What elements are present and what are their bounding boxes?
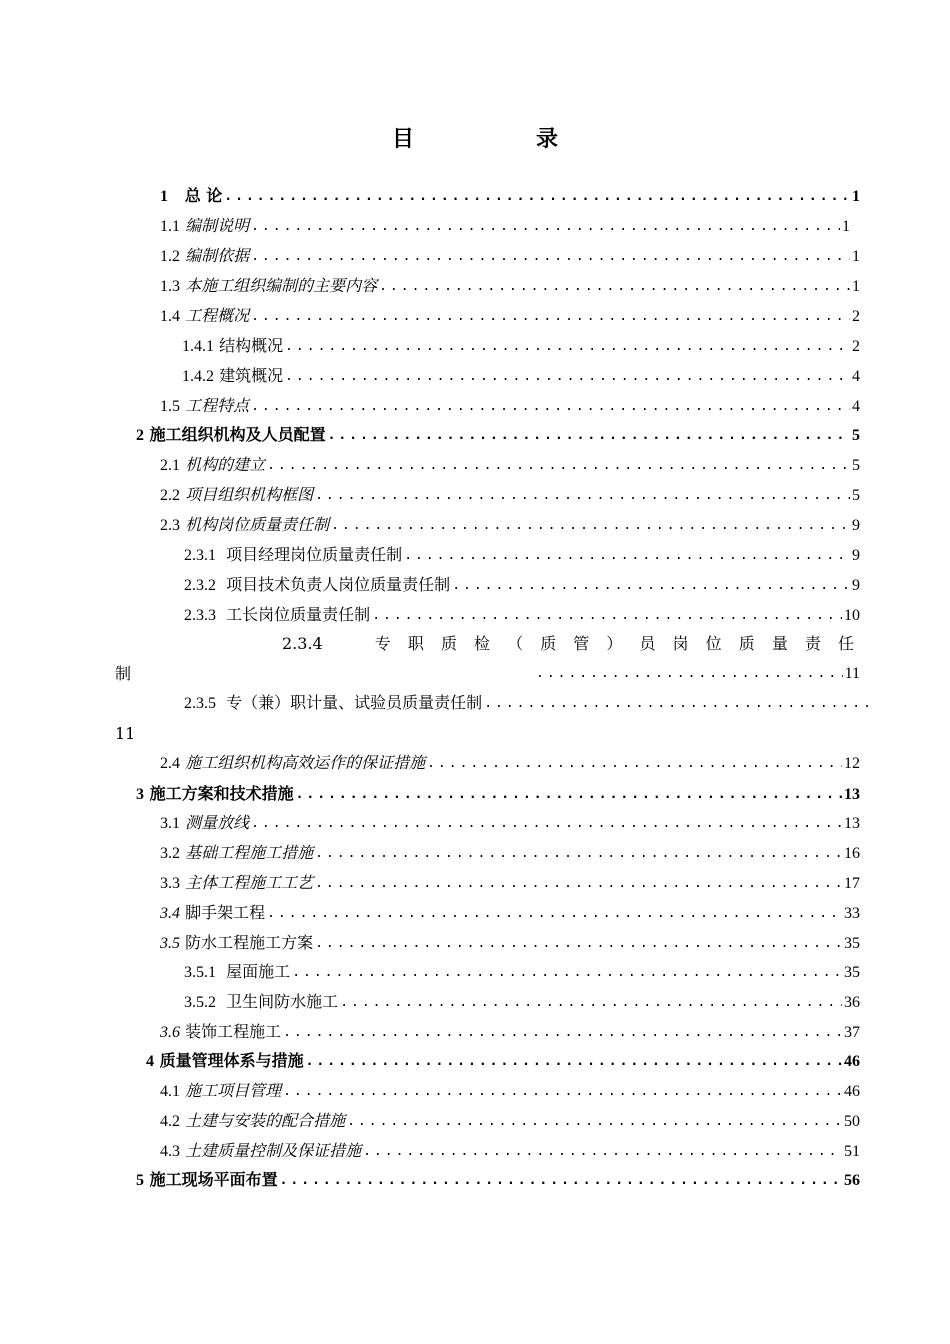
section-number: 2.2 bbox=[160, 487, 180, 504]
section-title: 项目经理岗位质量责任制 bbox=[226, 545, 403, 564]
section-title: 机构岗位质量责任制 bbox=[185, 515, 330, 534]
section-title: 项目技术负责人岗位质量责任制 bbox=[226, 575, 451, 594]
section-number: 1.2 bbox=[160, 248, 180, 265]
section-title: 编制说明 bbox=[185, 216, 250, 235]
section-number: 3.5.1 bbox=[184, 964, 216, 981]
section-title: 土建与安装的配合措施 bbox=[185, 1111, 346, 1130]
toc-entry[interactable] bbox=[160, 1107, 860, 1137]
leader-dots bbox=[427, 749, 842, 779]
section-title: 建筑概况 bbox=[219, 366, 284, 385]
leader-dots bbox=[452, 571, 850, 601]
section-number: 2.3.1 bbox=[184, 547, 216, 564]
toc-entry[interactable] bbox=[160, 839, 860, 869]
section-number: 3.5 bbox=[160, 935, 180, 952]
leader-dots bbox=[484, 689, 868, 719]
section-number: 3 bbox=[136, 786, 144, 803]
leader-dots bbox=[404, 541, 850, 571]
leader-dots bbox=[306, 1047, 842, 1077]
toc-entry[interactable] bbox=[160, 929, 860, 959]
section-number: 1.5 bbox=[160, 398, 180, 415]
section-title: 专（兼）职计量、试验员质量责任制 bbox=[226, 693, 483, 712]
section-number: 1.4.2 bbox=[182, 368, 214, 385]
toc-entry-wrapped[interactable] bbox=[282, 629, 860, 659]
leader-dots bbox=[267, 899, 842, 929]
section-number: 1.3 bbox=[160, 278, 180, 295]
section-title: 施工现场平面布置 bbox=[149, 1170, 278, 1189]
toc-entry[interactable] bbox=[182, 332, 860, 362]
page-number: 5 bbox=[852, 457, 860, 474]
page-number: 46 bbox=[844, 1083, 860, 1100]
toc-entry[interactable] bbox=[160, 749, 860, 779]
page-number: 1 bbox=[852, 248, 860, 265]
leader-dots bbox=[315, 839, 842, 869]
page-number: 51 bbox=[844, 1143, 860, 1160]
section-number: 3.1 bbox=[160, 815, 180, 832]
section-number: 4 bbox=[146, 1053, 154, 1070]
toc-entry[interactable] bbox=[160, 451, 860, 481]
section-number: 5 bbox=[136, 1172, 144, 1189]
section-title: 结构概况 bbox=[219, 336, 284, 355]
leader-dots bbox=[267, 451, 850, 481]
toc-entry[interactable] bbox=[160, 392, 860, 422]
toc-entry[interactable] bbox=[184, 571, 860, 601]
toc-entry[interactable] bbox=[160, 899, 860, 929]
leader-dots bbox=[296, 780, 842, 810]
toc-entry[interactable] bbox=[160, 182, 860, 212]
section-number: 2.3 bbox=[160, 517, 180, 534]
section-number: 4.1 bbox=[160, 1083, 180, 1100]
leader-dots bbox=[283, 1077, 842, 1107]
toc-entry[interactable] bbox=[160, 212, 850, 242]
section-title: 工长岗位质量责任制 bbox=[226, 605, 371, 624]
section-title: 脚手架工程 bbox=[185, 903, 266, 922]
toc-entry[interactable] bbox=[160, 481, 860, 511]
leader-dots bbox=[285, 332, 850, 362]
leader-dots bbox=[224, 182, 850, 212]
section-title: 基础工程施工措施 bbox=[185, 843, 314, 862]
leader-dots bbox=[251, 809, 842, 839]
section-title: 测量放线 bbox=[185, 813, 250, 832]
page-number: 13 bbox=[844, 815, 860, 832]
section-title: 工程概况 bbox=[185, 306, 250, 325]
section-title: 编制依据 bbox=[185, 246, 250, 265]
page-number: 17 bbox=[844, 875, 860, 892]
section-number: 2.4 bbox=[160, 755, 180, 772]
page-number: 5 bbox=[852, 427, 860, 444]
section-number: 3.5.2 bbox=[184, 994, 216, 1011]
page-number: 5 bbox=[852, 487, 860, 504]
section-number: 2 bbox=[136, 427, 144, 444]
leader-dots bbox=[251, 392, 850, 422]
page-number: 33 bbox=[844, 905, 860, 922]
section-number: 2.1 bbox=[160, 457, 180, 474]
section-title: 施工项目管理 bbox=[185, 1081, 282, 1100]
toc-entry[interactable] bbox=[160, 1137, 860, 1167]
page-number: 10 bbox=[844, 607, 860, 624]
section-number: 3.4 bbox=[160, 905, 180, 922]
leader-dots bbox=[280, 1166, 842, 1196]
section-number: 1.1 bbox=[160, 218, 180, 235]
section-number: 1.4 bbox=[160, 308, 180, 325]
section-title: 专 职 质 检 （ 质 管 ） 员 岗 位 质 量 责 任 bbox=[374, 634, 860, 653]
section-number: 1.4.1 bbox=[182, 338, 214, 355]
section-number: 3.2 bbox=[160, 845, 180, 862]
page-number: 2 bbox=[852, 308, 860, 325]
section-title: 土建质量控制及保证措施 bbox=[185, 1141, 362, 1160]
page-number: 1 bbox=[852, 278, 860, 295]
toc-entry[interactable] bbox=[160, 1077, 860, 1107]
section-title: 主体工程施工工艺 bbox=[185, 873, 314, 892]
toc-entry-leader bbox=[536, 659, 860, 689]
leader-dots bbox=[536, 659, 843, 689]
leader-dots bbox=[251, 212, 840, 242]
section-title: 卫生间防水施工 bbox=[226, 992, 339, 1011]
page-number: 35 bbox=[844, 935, 860, 952]
toc-entry[interactable] bbox=[136, 421, 860, 451]
leader-dots bbox=[347, 1107, 842, 1137]
leader-dots bbox=[292, 958, 842, 988]
toc-entry[interactable] bbox=[160, 272, 860, 302]
section-number: 4.2 bbox=[160, 1113, 180, 1130]
page-number: 9 bbox=[852, 577, 860, 594]
toc-entry[interactable] bbox=[184, 958, 860, 988]
page-number: 37 bbox=[844, 1024, 860, 1041]
leader-dots bbox=[340, 988, 842, 1018]
toc-entry[interactable] bbox=[136, 1166, 860, 1196]
page-number: 1 bbox=[852, 188, 860, 205]
section-title: 总 论 bbox=[184, 186, 223, 205]
toc-entry[interactable] bbox=[160, 302, 860, 332]
section-number: 3.3 bbox=[160, 875, 180, 892]
toc-entry[interactable] bbox=[184, 541, 860, 571]
toc-entry[interactable] bbox=[160, 809, 860, 839]
page-number: 9 bbox=[852, 547, 860, 564]
page-number: 4 bbox=[852, 398, 860, 415]
page-number: 50 bbox=[844, 1113, 860, 1130]
page-number: 16 bbox=[844, 845, 860, 862]
section-title-continued: 制 bbox=[115, 664, 132, 683]
leader-dots bbox=[315, 929, 842, 959]
toc-entry[interactable] bbox=[184, 988, 860, 1018]
section-number: 2.3.3 bbox=[184, 607, 216, 624]
page-number: 46 bbox=[844, 1053, 860, 1070]
leader-dots bbox=[315, 869, 842, 899]
page-number: 1 bbox=[842, 218, 850, 235]
section-title: 工程特点 bbox=[185, 396, 250, 415]
section-number: 3.6 bbox=[160, 1024, 180, 1041]
page-title: 目 录 bbox=[391, 127, 608, 152]
page-number: 11 bbox=[844, 665, 860, 682]
section-title: 施工组织机构高效运作的保证措施 bbox=[185, 753, 426, 772]
page-number: 11 bbox=[115, 724, 136, 743]
leader-dots bbox=[363, 1137, 842, 1167]
section-title: 机构的建立 bbox=[185, 455, 266, 474]
page-number: 9 bbox=[852, 517, 860, 534]
toc-entry[interactable] bbox=[184, 601, 860, 631]
section-number: 1 bbox=[160, 188, 168, 205]
toc-entry[interactable] bbox=[160, 511, 860, 541]
leader-dots bbox=[331, 511, 850, 541]
section-title: 施工方案和技术措施 bbox=[149, 784, 294, 803]
section-number: 2.3.5 bbox=[184, 695, 216, 712]
toc-entry[interactable] bbox=[184, 689, 868, 719]
section-title: 屋面施工 bbox=[226, 962, 291, 981]
page-number: 13 bbox=[844, 786, 860, 803]
section-number: 4.3 bbox=[160, 1143, 180, 1160]
page-number: 35 bbox=[844, 964, 860, 981]
leader-dots bbox=[315, 481, 850, 511]
section-number: 2.3.2 bbox=[184, 577, 216, 594]
leader-dots bbox=[372, 601, 842, 631]
page-number: 36 bbox=[844, 994, 860, 1011]
section-title: 本施工组织编制的主要内容 bbox=[185, 276, 378, 295]
leader-dots bbox=[283, 1018, 842, 1048]
section-number: 2.3.4 bbox=[282, 634, 323, 653]
leader-dots bbox=[251, 242, 850, 272]
section-title: 项目组织机构框图 bbox=[185, 485, 314, 504]
page-number: 4 bbox=[852, 368, 860, 385]
leader-dots bbox=[285, 362, 850, 392]
section-title: 施工组织机构及人员配置 bbox=[149, 425, 326, 444]
toc-entry[interactable] bbox=[182, 362, 860, 392]
page-number: 12 bbox=[844, 755, 860, 772]
leader-dots bbox=[379, 272, 850, 302]
leader-dots bbox=[328, 421, 850, 451]
leader-dots bbox=[251, 302, 850, 332]
toc-entry[interactable] bbox=[146, 1047, 860, 1077]
page-number: 56 bbox=[844, 1172, 860, 1189]
toc-entry[interactable] bbox=[160, 1018, 860, 1048]
toc-entry[interactable] bbox=[160, 869, 860, 899]
toc-entry[interactable] bbox=[160, 242, 860, 272]
section-title: 装饰工程施工 bbox=[185, 1022, 282, 1041]
section-title: 防水工程施工方案 bbox=[185, 933, 314, 952]
toc-entry[interactable] bbox=[136, 780, 860, 810]
page-number: 2 bbox=[852, 338, 860, 355]
section-title: 质量管理体系与措施 bbox=[159, 1051, 304, 1070]
